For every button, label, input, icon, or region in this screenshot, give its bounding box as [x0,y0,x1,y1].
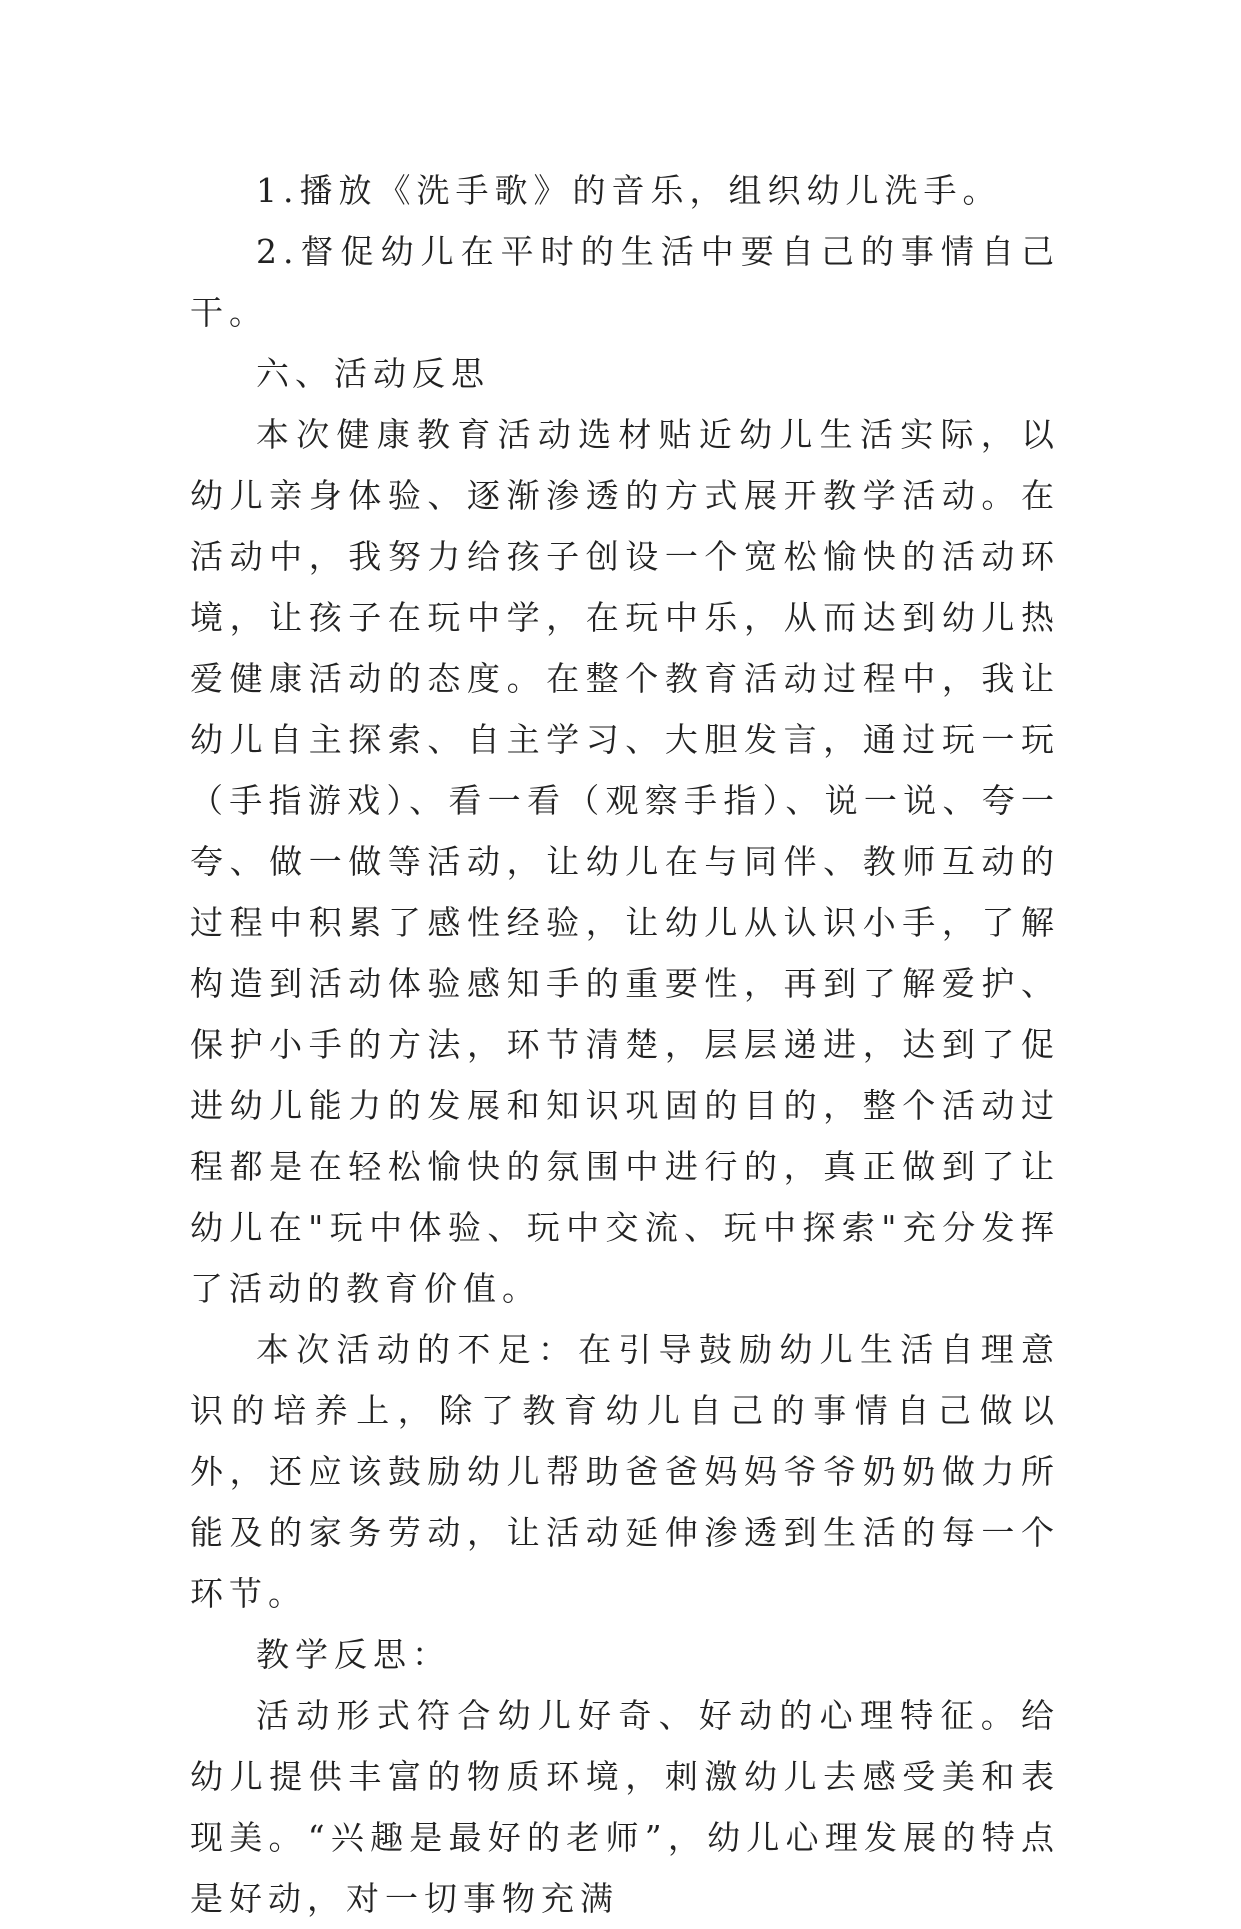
teaching-reflection-paragraph: 活动形式符合幼儿好奇、好动的心理特征。给幼儿提供丰富的物质环境，刺激幼儿去感受美和表现美。“兴趣是最好的老师”，幼儿心理发展的特点是好动，对一切事物充满 [190,1696,1060,1918]
teaching-reflection-heading: 教学反思： [256,1635,451,1674]
step-2-paragraph: 2.督促幼儿在平时的生活中要自己的事情自己干。 [190,232,1060,332]
step-1-paragraph: 1.播放《洗手歌》的音乐，组织幼儿洗手。 [256,171,1002,210]
section-heading-reflection: 六、活动反思 [256,354,490,393]
reflection-paragraph: 本次健康教育活动选材贴近幼儿生活实际，以幼儿亲身体验、逐渐渗透的方式展开教学活动。在活动中，我努力给孩子创设一个宽松愉快的活动环境，让孩子在玩中学，在玩中乐，从而达到幼儿热爱健康活动的态度。在整个教育活动过程中，我让幼儿自主探索、自主学习、大胆发言，通过玩一玩（手指游戏）、看一看（观察手指）、说一说、夸一夸、做一做等活动，让幼儿在与同伴、教师互动的过程中积累了感性经验，让幼儿从认识小手，了解构造到活动体验感知手的重要性，再到了解爱护、保护小手的方法，环节清楚，层层递进，达到了促进幼儿能力的发展和知识巩固的目的，整个活动过程都是在轻松愉快的氛围中进行的，真正做到了让幼儿在"玩中体验、玩中交流、玩中探索"充分发挥了活动的教育价值。 [190,415,1060,1308]
shortcomings-paragraph: 本次活动的不足：在引导鼓励幼儿生活自理意识的培养上，除了教育幼儿自己的事情自己做以外，还应该鼓励幼儿帮助爸爸妈妈爷爷奶奶做力所能及的家务劳动，让活动延伸渗透到生活的每一个环节。 [190,1330,1060,1613]
document-body [190,160,1060,1929]
